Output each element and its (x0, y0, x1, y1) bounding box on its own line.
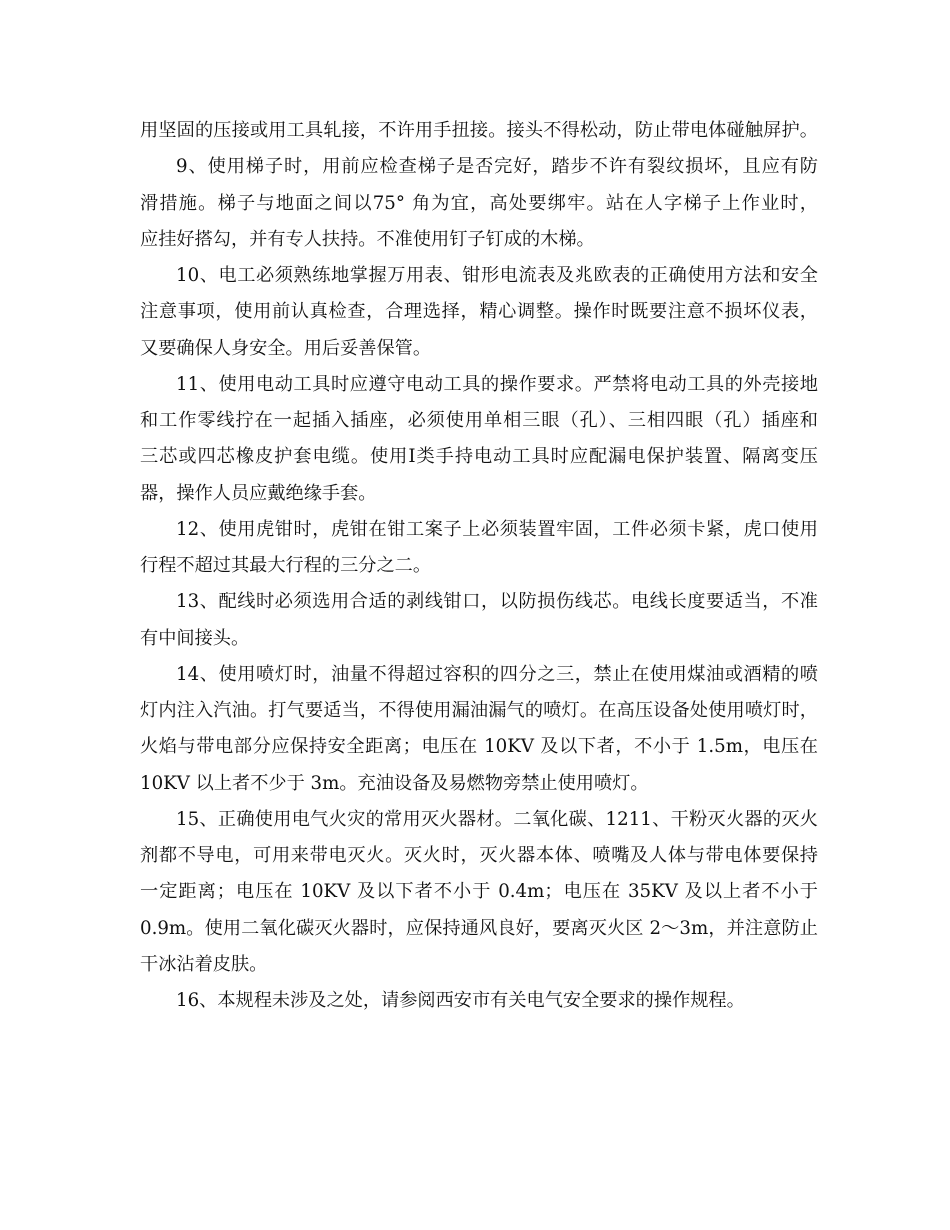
paragraph-line: 一定距离；电压在 10KV 及以下者不小于 0.4m；电压在 35KV 及以上者不小于 (140, 881, 818, 903)
paragraph-line: 0.9m。使用二氧化碳灭火器时，应保持通风良好，要离灭火区 2～3m，并注意防止 (140, 917, 818, 939)
paragraph-line: 三芯或四芯橡皮护套电缆。使用Ⅰ类手持电动工具时应配漏电保护装置、隔离变压 (140, 446, 818, 468)
paragraph-line: 应挂好搭勾，并有专人扶持。不准使用钉子钉成的木梯。 (140, 228, 595, 250)
paragraph-first-line: 15、正确使用电气火灾的常用灭火器材。二氧化碳、1211、干粉灭火器的灭火 (176, 808, 818, 830)
paragraph-line: 和工作零线拧在一起插入插座，必须使用单相三眼（孔）、三相四眼（孔）插座和 (140, 410, 818, 431)
paragraph-line: 器，操作人员应戴绝缘手套。 (140, 482, 377, 504)
paragraph-line: 10KV 以上者不少于 3m。充油设备及易燃物旁禁止使用喷灯。 (140, 772, 649, 794)
paragraph-line: 用坚固的压接或用工具轧接，不许用手扭接。接头不得松动，防止带电体碰触屏护。 (140, 120, 818, 141)
paragraph-line: 又要确保人身安全。用后妥善保管。 (140, 337, 432, 359)
paragraph-first-line: 9、使用梯子时，用前应检查梯子是否完好，踏步不许有裂纹损坏，且应有防 (176, 156, 818, 178)
paragraph-line: 有中间接头。 (140, 627, 250, 649)
paragraph-line: 灯内注入汽油。打气要适当，不得使用漏油漏气的喷灯。在高压设备处使用喷灯时， (140, 700, 818, 721)
paragraph-line: 滑措施。梯子与地面之间以75° 角为宜，高处要绑牢。站在人字梯子上作业时， (140, 192, 818, 214)
paragraph-first-line: 10、电工必须熟练地掌握万用表、钳形电流表及兆欧表的正确使用方法和安全 (176, 265, 818, 286)
document-body (140, 113, 818, 1019)
paragraph-first-line: 12、使用虎钳时，虎钳在钳工案子上必须装置牢固，工件必须卡紧，虎口使用 (176, 518, 818, 540)
paragraph-line: 注意事项，使用前认真检查，合理选择，精心调整。操作时既要注意不损坏仪表， (140, 301, 818, 323)
paragraph-line: 剂都不导电，可用来带电灭火。灭火时，灭火器本体、喷嘴及人体与带电体要保持 (140, 845, 818, 866)
paragraph-first-line: 14、使用喷灯时，油量不得超过容积的四分之三，禁止在使用煤油或酒精的喷 (176, 663, 818, 685)
paragraph-first-line: 11、使用电动工具时应遵守电动工具的操作要求。严禁将电动工具的外壳接地 (176, 373, 818, 395)
paragraph-line: 行程不超过其最大行程的三分之二。 (140, 555, 432, 576)
paragraph-first-line: 13、配线时必须选用合适的剥线钳口，以防损伤线芯。电线长度要适当，不准 (176, 591, 818, 613)
paragraph-line: 干冰沾着皮肤。 (140, 953, 268, 975)
paragraph-first-line: 16、本规程未涉及之处，请参阅西安市有关电气安全要求的操作规程。 (176, 990, 745, 1011)
paragraph-line: 火焰与带电部分应保持安全距离；电压在 10KV 及以下者，不小于 1.5m，电压在 (140, 736, 818, 758)
